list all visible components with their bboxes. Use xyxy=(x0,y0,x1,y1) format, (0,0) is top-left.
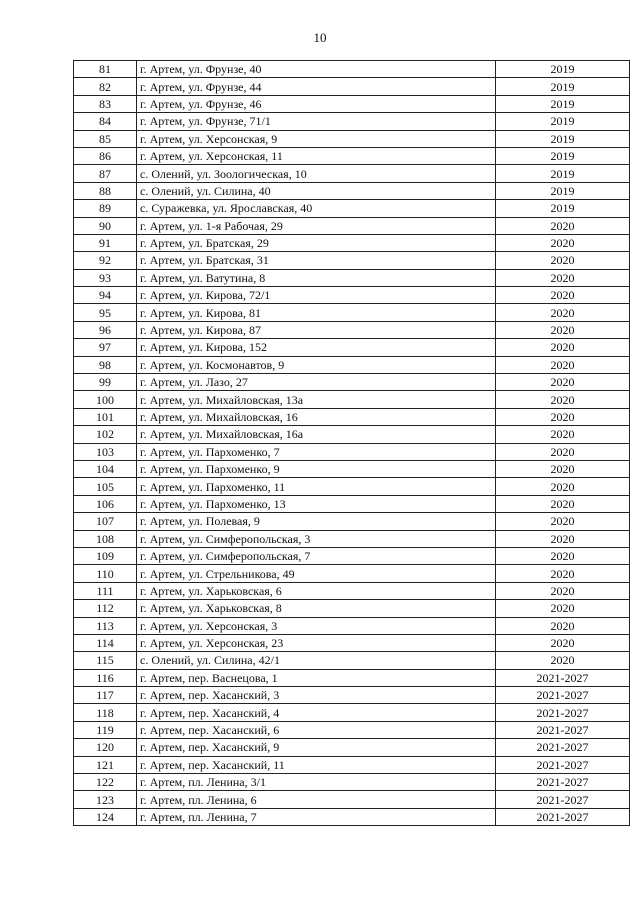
row-number: 98 xyxy=(74,356,137,373)
row-number: 119 xyxy=(74,721,137,738)
row-address: г. Артем, ул. Братская, 31 xyxy=(137,252,496,269)
row-year: 2019 xyxy=(496,78,630,95)
row-address: г. Артем, ул. Херсонская, 11 xyxy=(137,147,496,164)
row-number: 81 xyxy=(74,61,137,78)
row-address: г. Артем, пл. Ленина, 6 xyxy=(137,791,496,808)
table-row xyxy=(74,634,630,651)
row-year: 2019 xyxy=(496,130,630,147)
row-number: 100 xyxy=(74,391,137,408)
table-row xyxy=(74,78,630,95)
row-address: г. Артем, ул. Пархоменко, 13 xyxy=(137,495,496,512)
row-address: г. Артем, ул. Космонавтов, 9 xyxy=(137,356,496,373)
table-row xyxy=(74,339,630,356)
row-number: 103 xyxy=(74,443,137,460)
row-number: 111 xyxy=(74,582,137,599)
row-number: 120 xyxy=(74,739,137,756)
table-row xyxy=(74,426,630,443)
table-row xyxy=(74,756,630,773)
row-address: с. Олений, ул. Зоологическая, 10 xyxy=(137,165,496,182)
row-year: 2019 xyxy=(496,113,630,130)
row-number: 102 xyxy=(74,426,137,443)
row-number: 121 xyxy=(74,756,137,773)
row-number: 105 xyxy=(74,478,137,495)
row-address: г. Артем, пер. Хасанский, 3 xyxy=(137,687,496,704)
row-number: 123 xyxy=(74,791,137,808)
table-row xyxy=(74,165,630,182)
row-number: 95 xyxy=(74,304,137,321)
row-year: 2021-2027 xyxy=(496,704,630,721)
row-year: 2020 xyxy=(496,530,630,547)
row-year: 2019 xyxy=(496,61,630,78)
row-number: 82 xyxy=(74,78,137,95)
row-address: г. Артем, ул. Херсонская, 3 xyxy=(137,617,496,634)
row-address: г. Артем, ул. Кирова, 72/1 xyxy=(137,287,496,304)
row-address: с. Олений, ул. Силина, 40 xyxy=(137,182,496,199)
row-year: 2020 xyxy=(496,565,630,582)
table-body xyxy=(74,61,630,826)
row-number: 96 xyxy=(74,321,137,338)
table-row xyxy=(74,791,630,808)
row-year: 2020 xyxy=(496,321,630,338)
row-number: 94 xyxy=(74,287,137,304)
row-year: 2020 xyxy=(496,269,630,286)
table-row xyxy=(74,304,630,321)
row-year: 2020 xyxy=(496,391,630,408)
row-number: 104 xyxy=(74,460,137,477)
row-number: 92 xyxy=(74,252,137,269)
row-address: г. Артем, ул. 1-я Рабочая, 29 xyxy=(137,217,496,234)
row-address: г. Артем, ул. Фрунзе, 40 xyxy=(137,61,496,78)
table-row xyxy=(74,478,630,495)
row-number: 115 xyxy=(74,652,137,669)
row-number: 93 xyxy=(74,269,137,286)
row-year: 2021-2027 xyxy=(496,791,630,808)
row-number: 114 xyxy=(74,634,137,651)
row-number: 117 xyxy=(74,687,137,704)
row-address: г. Артем, пер. Хасанский, 9 xyxy=(137,739,496,756)
row-year: 2019 xyxy=(496,147,630,164)
row-address: г. Артем, ул. Лазо, 27 xyxy=(137,374,496,391)
row-address: г. Артем, ул. Полевая, 9 xyxy=(137,513,496,530)
row-address: г. Артем, пер. Хасанский, 4 xyxy=(137,704,496,721)
row-address: г. Артем, ул. Фрунзе, 71/1 xyxy=(137,113,496,130)
table-row xyxy=(74,443,630,460)
row-year: 2020 xyxy=(496,234,630,251)
row-number: 116 xyxy=(74,669,137,686)
row-number: 85 xyxy=(74,130,137,147)
table-row xyxy=(74,130,630,147)
row-address: г. Артем, пер. Хасанский, 11 xyxy=(137,756,496,773)
row-number: 107 xyxy=(74,513,137,530)
row-address: г. Артем, ул. Михайловская, 16 xyxy=(137,408,496,425)
row-year: 2020 xyxy=(496,252,630,269)
row-number: 112 xyxy=(74,600,137,617)
row-address: г. Артем, ул. Михайловская, 16а xyxy=(137,426,496,443)
row-address: г. Артем, пер. Хасанский, 6 xyxy=(137,721,496,738)
table-row xyxy=(74,808,630,825)
row-year: 2021-2027 xyxy=(496,739,630,756)
row-address: с. Суражевка, ул. Ярославская, 40 xyxy=(137,200,496,217)
row-address: г. Артем, ул. Харьковская, 8 xyxy=(137,600,496,617)
table-row xyxy=(74,652,630,669)
row-number: 89 xyxy=(74,200,137,217)
row-year: 2020 xyxy=(496,304,630,321)
row-address: г. Артем, ул. Пархоменко, 7 xyxy=(137,443,496,460)
row-address: г. Артем, ул. Пархоменко, 11 xyxy=(137,478,496,495)
table-row xyxy=(74,287,630,304)
table-row xyxy=(74,565,630,582)
row-number: 118 xyxy=(74,704,137,721)
table-row xyxy=(74,495,630,512)
row-year: 2021-2027 xyxy=(496,756,630,773)
table-row xyxy=(74,669,630,686)
row-year: 2019 xyxy=(496,95,630,112)
table-row xyxy=(74,617,630,634)
row-year: 2021-2027 xyxy=(496,687,630,704)
row-number: 108 xyxy=(74,530,137,547)
row-address: г. Артем, ул. Симферопольская, 7 xyxy=(137,547,496,564)
row-number: 122 xyxy=(74,774,137,791)
row-year: 2020 xyxy=(496,426,630,443)
table-row xyxy=(74,460,630,477)
row-year: 2020 xyxy=(496,356,630,373)
table-row xyxy=(74,721,630,738)
row-number: 97 xyxy=(74,339,137,356)
page-number: 10 xyxy=(313,30,327,45)
row-number: 90 xyxy=(74,217,137,234)
row-year: 2020 xyxy=(496,443,630,460)
row-address: г. Артем, ул. Ватутина, 8 xyxy=(137,269,496,286)
table-row xyxy=(74,95,630,112)
row-address: г. Артем, ул. Пархоменко, 9 xyxy=(137,460,496,477)
table-row xyxy=(74,774,630,791)
row-number: 99 xyxy=(74,374,137,391)
row-number: 110 xyxy=(74,565,137,582)
table-row xyxy=(74,269,630,286)
row-address: г. Артем, ул. Херсонская, 23 xyxy=(137,634,496,651)
row-year: 2019 xyxy=(496,165,630,182)
row-number: 113 xyxy=(74,617,137,634)
table-row xyxy=(74,600,630,617)
row-year: 2020 xyxy=(496,617,630,634)
row-year: 2020 xyxy=(496,408,630,425)
row-address: г. Артем, ул. Стрельникова, 49 xyxy=(137,565,496,582)
row-address: г. Артем, ул. Братская, 29 xyxy=(137,234,496,251)
table-row xyxy=(74,234,630,251)
table-row xyxy=(74,547,630,564)
row-year: 2021-2027 xyxy=(496,721,630,738)
row-number: 88 xyxy=(74,182,137,199)
row-year: 2019 xyxy=(496,182,630,199)
table-row xyxy=(74,739,630,756)
row-year: 2021-2027 xyxy=(496,774,630,791)
row-year: 2020 xyxy=(496,600,630,617)
row-year: 2020 xyxy=(496,634,630,651)
row-year: 2019 xyxy=(496,200,630,217)
table-row xyxy=(74,182,630,199)
row-year: 2020 xyxy=(496,547,630,564)
row-address: г. Артем, пер. Васнецова, 1 xyxy=(137,669,496,686)
row-address: г. Артем, ул. Кирова, 87 xyxy=(137,321,496,338)
row-year: 2020 xyxy=(496,652,630,669)
row-number: 124 xyxy=(74,808,137,825)
row-address: г. Артем, ул. Фрунзе, 44 xyxy=(137,78,496,95)
row-address: г. Артем, ул. Харьковская, 6 xyxy=(137,582,496,599)
row-year: 2020 xyxy=(496,217,630,234)
table-row xyxy=(74,252,630,269)
table-row xyxy=(74,391,630,408)
row-number: 109 xyxy=(74,547,137,564)
row-year: 2020 xyxy=(496,478,630,495)
row-address: г. Артем, пл. Ленина, 7 xyxy=(137,808,496,825)
row-year: 2021-2027 xyxy=(496,808,630,825)
table-row xyxy=(74,147,630,164)
row-number: 83 xyxy=(74,95,137,112)
table-row xyxy=(74,582,630,599)
row-address: г. Артем, ул. Кирова, 81 xyxy=(137,304,496,321)
table-row xyxy=(74,200,630,217)
row-year: 2020 xyxy=(496,287,630,304)
row-year: 2020 xyxy=(496,374,630,391)
row-year: 2020 xyxy=(496,582,630,599)
table-row xyxy=(74,217,630,234)
table-row xyxy=(74,513,630,530)
row-address: г. Артем, ул. Симферопольская, 3 xyxy=(137,530,496,547)
table-row xyxy=(74,113,630,130)
table-row xyxy=(74,530,630,547)
row-address: г. Артем, ул. Фрунзе, 46 xyxy=(137,95,496,112)
row-year: 2020 xyxy=(496,513,630,530)
address-table xyxy=(73,60,630,826)
table-row xyxy=(74,61,630,78)
row-address: г. Артем, пл. Ленина, 3/1 xyxy=(137,774,496,791)
row-number: 87 xyxy=(74,165,137,182)
table-row xyxy=(74,374,630,391)
row-number: 84 xyxy=(74,113,137,130)
row-address: г. Артем, ул. Михайловская, 13а xyxy=(137,391,496,408)
table-row xyxy=(74,321,630,338)
row-year: 2020 xyxy=(496,495,630,512)
row-year: 2020 xyxy=(496,460,630,477)
table-row xyxy=(74,356,630,373)
row-year: 2020 xyxy=(496,339,630,356)
row-address: с. Олений, ул. Силина, 42/1 xyxy=(137,652,496,669)
row-number: 91 xyxy=(74,234,137,251)
table-row xyxy=(74,704,630,721)
row-address: г. Артем, ул. Херсонская, 9 xyxy=(137,130,496,147)
row-year: 2021-2027 xyxy=(496,669,630,686)
row-address: г. Артем, ул. Кирова, 152 xyxy=(137,339,496,356)
row-number: 101 xyxy=(74,408,137,425)
table-row xyxy=(74,687,630,704)
table-row xyxy=(74,408,630,425)
row-number: 106 xyxy=(74,495,137,512)
row-number: 86 xyxy=(74,147,137,164)
